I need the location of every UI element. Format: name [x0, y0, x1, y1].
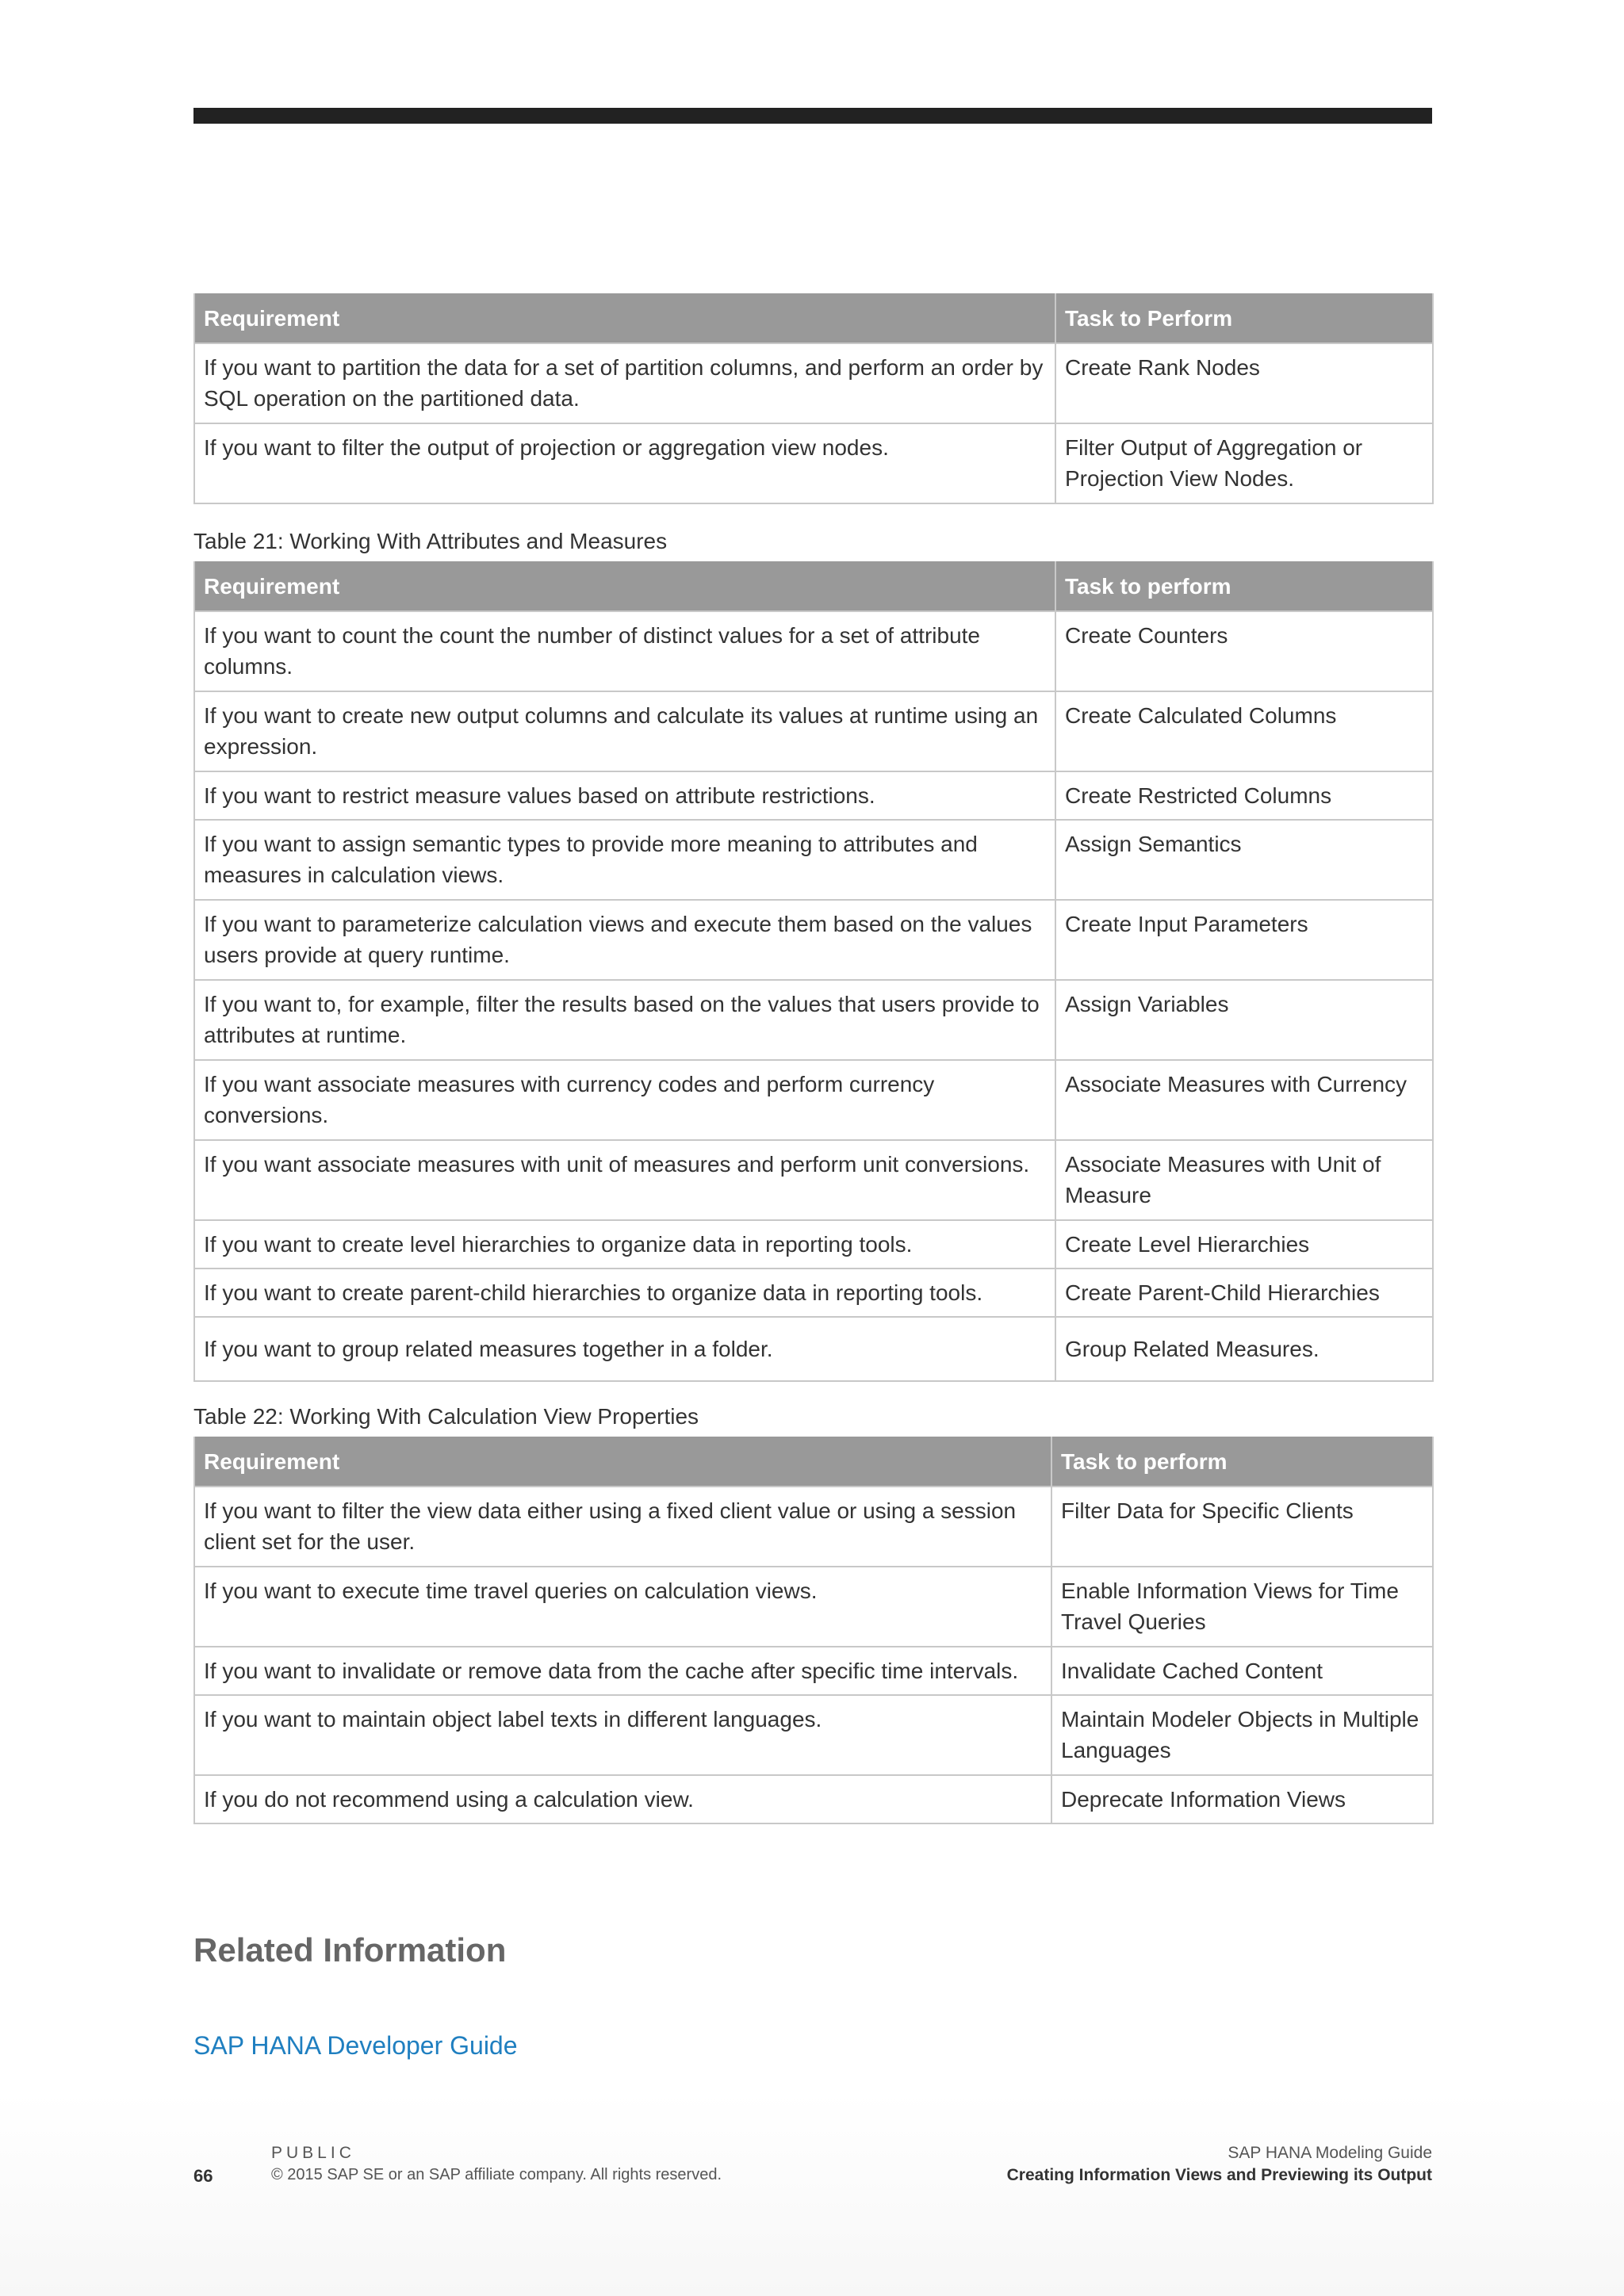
- guide-title: SAP HANA Modeling Guide: [1228, 2144, 1432, 2162]
- copyright-notice: © 2015 SAP SE or an SAP affiliate company. All rights reserved.: [271, 2166, 722, 2183]
- table-row: [194, 611, 1433, 691]
- header-requirement: Requirement: [194, 561, 1055, 611]
- task-cell: Invalidate Cached Content: [1051, 1647, 1433, 1695]
- table-row: [194, 1695, 1433, 1775]
- header-task: Task to perform: [1055, 561, 1433, 611]
- task-cell: Filter Data for Specific Clients: [1051, 1487, 1433, 1567]
- task-cell: Create Restricted Columns: [1055, 771, 1433, 820]
- task-cell: Create Parent-Child Hierarchies: [1055, 1269, 1433, 1317]
- task-cell: Assign Variables: [1055, 980, 1433, 1060]
- requirement-cell: If you want to count the count the number of distinct values for a set of attribute columns.: [194, 611, 1055, 691]
- table-header-row: [194, 293, 1433, 343]
- developer-guide-link[interactable]: SAP HANA Developer Guide: [193, 2031, 518, 2060]
- task-cell: Associate Measures with Unit of Measure: [1055, 1140, 1433, 1220]
- task-cell: Create Calculated Columns: [1055, 691, 1433, 771]
- requirement-cell: If you want associate measures with currency codes and perform currency conversions.: [194, 1060, 1055, 1140]
- table-row: [194, 1775, 1433, 1823]
- requirements-table-continued: [193, 293, 1434, 504]
- table-row: [194, 1269, 1433, 1317]
- requirement-cell: If you want to restrict measure values based on attribute restrictions.: [194, 771, 1055, 820]
- task-cell: Filter Output of Aggregation or Projection View Nodes.: [1055, 423, 1433, 503]
- calculation-view-properties-table: [193, 1437, 1434, 1824]
- requirement-cell: If you want to create level hierarchies to organize data in reporting tools.: [194, 1220, 1055, 1269]
- task-cell: Associate Measures with Currency: [1055, 1060, 1433, 1140]
- requirement-cell: If you want to invalidate or remove data from the cache after specific time intervals.: [194, 1647, 1051, 1695]
- table-row: [194, 771, 1433, 820]
- page-number: 66: [193, 2166, 213, 2186]
- requirement-cell: If you want to partition the data for a set of partition columns, and perform an order by SQL operation on the partitioned data.: [194, 343, 1055, 423]
- table-header-row: [194, 561, 1433, 611]
- requirement-cell: If you want to create parent-child hierarchies to organize data in reporting tools.: [194, 1269, 1055, 1317]
- requirement-cell: If you want to assign semantic types to provide more meaning to attributes and measures in calculation views.: [194, 820, 1055, 900]
- task-cell: Group Related Measures.: [1055, 1317, 1433, 1381]
- requirement-cell: If you want to filter the output of projection or aggregation view nodes.: [194, 423, 1055, 503]
- header-task: Task to Perform: [1055, 293, 1433, 343]
- requirement-cell: If you do not recommend using a calculation view.: [194, 1775, 1051, 1823]
- table-row: [194, 343, 1433, 423]
- task-cell: Create Input Parameters: [1055, 900, 1433, 980]
- chapter-title: Creating Information Views and Previewing its Output: [1006, 2166, 1432, 2184]
- table-row: [194, 1060, 1433, 1140]
- requirement-cell: If you want to group related measures together in a folder.: [194, 1317, 1055, 1381]
- task-cell: Assign Semantics: [1055, 820, 1433, 900]
- table-row: [194, 980, 1433, 1060]
- task-cell: Deprecate Information Views: [1051, 1775, 1433, 1823]
- requirement-cell: If you want to create new output columns and calculate its values at runtime using an expression.: [194, 691, 1055, 771]
- requirement-cell: If you want to parameterize calculation views and execute them based on the values users provide at query runtime.: [194, 900, 1055, 980]
- requirement-cell: If you want to maintain object label texts in different languages.: [194, 1695, 1051, 1775]
- related-information-heading: Related Information: [193, 1931, 507, 1969]
- table-21-caption: Table 21: Working With Attributes and Measures: [193, 529, 668, 553]
- task-cell: Create Counters: [1055, 611, 1433, 691]
- table-row: [194, 423, 1433, 503]
- task-cell: Create Level Hierarchies: [1055, 1220, 1433, 1269]
- table-22-caption: Table 22: Working With Calculation View Properties: [193, 1404, 699, 1429]
- table-row: [194, 1487, 1433, 1567]
- requirement-cell: If you want to filter the view data either using a fixed client value or using a session client set for the user.: [194, 1487, 1051, 1567]
- table-row: [194, 1317, 1433, 1381]
- classification-label: PUBLIC: [271, 2144, 355, 2162]
- attributes-measures-table: [193, 561, 1434, 1382]
- footer-background: [0, 2093, 1624, 2296]
- header-task: Task to perform: [1051, 1437, 1433, 1487]
- table-row: [194, 900, 1433, 980]
- table-row: [194, 1220, 1433, 1269]
- table-header-row: [194, 1437, 1433, 1487]
- requirement-cell: If you want associate measures with unit of measures and perform unit conversions.: [194, 1140, 1055, 1220]
- task-cell: Maintain Modeler Objects in Multiple Languages: [1051, 1695, 1433, 1775]
- requirement-cell: If you want to execute time travel queries on calculation views.: [194, 1567, 1051, 1647]
- table-row: [194, 1567, 1433, 1647]
- requirement-cell: If you want to, for example, filter the results based on the values that users provide to attributes at runtime.: [194, 980, 1055, 1060]
- header-requirement: Requirement: [194, 293, 1055, 343]
- table-row: [194, 691, 1433, 771]
- task-cell: Enable Information Views for Time Travel Queries: [1051, 1567, 1433, 1647]
- task-cell: Create Rank Nodes: [1055, 343, 1433, 423]
- header-requirement: Requirement: [194, 1437, 1051, 1487]
- top-rule: [193, 108, 1432, 124]
- table-row: [194, 1140, 1433, 1220]
- table-row: [194, 820, 1433, 900]
- table-row: [194, 1647, 1433, 1695]
